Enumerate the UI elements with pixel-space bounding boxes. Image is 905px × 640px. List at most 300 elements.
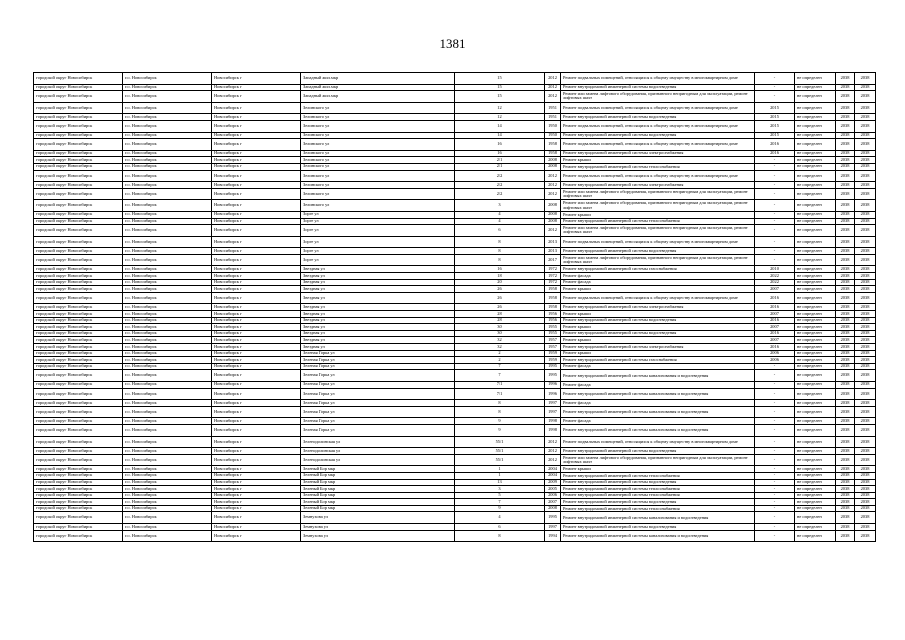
status-cell: не определен xyxy=(795,512,836,524)
planned-year-cell: 2015 xyxy=(755,120,795,132)
street-cell: Зелинского ул xyxy=(301,182,455,189)
period-start-cell: 2038 xyxy=(836,486,855,493)
table-row xyxy=(34,286,876,293)
work-type-cell: Ремонт внутридомовой инженерной системы водоотведения xyxy=(561,317,755,324)
settlement-cell: Новосибирск г xyxy=(212,150,301,157)
house-number-cell: 15 xyxy=(455,73,545,85)
period-start-cell: 2038 xyxy=(836,132,855,139)
work-type-cell: Ремонт крыши xyxy=(561,350,755,357)
settlement-cell: Новосибирск г xyxy=(212,218,301,225)
planned-year-cell: 2015 xyxy=(755,114,795,121)
settlement-cell: Новосибирск г xyxy=(212,505,301,512)
period-start-cell: 2038 xyxy=(836,218,855,225)
house-number-cell: 1 xyxy=(455,466,545,473)
settlement-cell: Новосибирск г xyxy=(212,486,301,493)
period-end-cell: 2038 xyxy=(855,486,876,493)
work-type-cell: Ремонт фасада xyxy=(561,418,755,425)
table-row xyxy=(34,200,876,212)
work-type-cell: Ремонт внутридомовой инженерной системы электроснабжения xyxy=(561,304,755,311)
street-cell: Зеленая Горка ул xyxy=(301,381,455,388)
district-cell: городской округ Новосибирск xyxy=(34,170,123,182)
planned-year-cell: - xyxy=(755,486,795,493)
city-cell: г.о. Новосибирск xyxy=(123,512,212,524)
status-cell: не определен xyxy=(795,486,836,493)
street-cell: Западный жил.мкр xyxy=(301,73,455,85)
period-start-cell: 2038 xyxy=(836,236,855,248)
status-cell: не определен xyxy=(795,317,836,324)
settlement-cell: Новосибирск г xyxy=(212,524,301,531)
period-start-cell: 2038 xyxy=(836,479,855,486)
period-start-cell: 2038 xyxy=(836,114,855,121)
settlement-cell: Новосибирск г xyxy=(212,330,301,337)
district-cell: городской округ Новосибирск xyxy=(34,273,123,280)
street-cell: Зелинского ул xyxy=(301,157,455,164)
planned-year-cell: - xyxy=(755,424,795,436)
settlement-cell: Новосибирск г xyxy=(212,350,301,357)
table-row xyxy=(34,370,876,382)
period-end-cell: 2038 xyxy=(855,236,876,248)
year-built-cell: 1972 xyxy=(545,266,561,273)
year-built-cell: 2012 xyxy=(545,454,561,466)
period-end-cell: 2038 xyxy=(855,479,876,486)
status-cell: не определен xyxy=(795,132,836,139)
period-start-cell: 2038 xyxy=(836,344,855,351)
status-cell: не определен xyxy=(795,472,836,479)
street-cell: Зелинского ул xyxy=(301,132,455,139)
status-cell: не определен xyxy=(795,479,836,486)
work-type-cell: Ремонт крыши xyxy=(561,311,755,318)
city-cell: г.о. Новосибирск xyxy=(123,120,212,132)
planned-year-cell: 2016 xyxy=(755,330,795,337)
street-cell: Звездная ул xyxy=(301,304,455,311)
planned-year-cell: - xyxy=(755,530,795,542)
status-cell: не определен xyxy=(795,337,836,344)
city-cell: г.о. Новосибирск xyxy=(123,448,212,455)
year-built-cell: 1995 xyxy=(545,512,561,524)
period-start-cell: 2038 xyxy=(836,492,855,499)
house-number-cell: 26 xyxy=(455,286,545,293)
year-built-cell: 2005 xyxy=(545,486,561,493)
year-built-cell: 1958 xyxy=(545,292,561,304)
table-row xyxy=(34,499,876,506)
period-start-cell: 2038 xyxy=(836,400,855,407)
planned-year-cell: - xyxy=(755,91,795,103)
table-row xyxy=(34,472,876,479)
street-cell: Зеленая Горка ул xyxy=(301,424,455,436)
planned-year-cell: - xyxy=(755,479,795,486)
year-built-cell: 2012 xyxy=(545,170,561,182)
period-start-cell: 2038 xyxy=(836,139,855,151)
house-number-cell: 2 xyxy=(455,350,545,357)
status-cell: не определен xyxy=(795,292,836,304)
status-cell: не определен xyxy=(795,248,836,255)
year-built-cell: 2012 xyxy=(545,91,561,103)
house-number-cell: 5 xyxy=(455,492,545,499)
district-cell: городской округ Новосибирск xyxy=(34,218,123,225)
street-cell: Звездная ул xyxy=(301,324,455,331)
settlement-cell: Новосибирск г xyxy=(212,337,301,344)
period-start-cell: 2038 xyxy=(836,211,855,218)
period-start-cell: 2038 xyxy=(836,150,855,157)
house-number-cell: 8 xyxy=(455,254,545,266)
city-cell: г.о. Новосибирск xyxy=(123,170,212,182)
status-cell: не определен xyxy=(795,505,836,512)
settlement-cell: Новосибирск г xyxy=(212,84,301,91)
house-number-cell: 6 xyxy=(455,225,545,237)
year-built-cell: 2008 xyxy=(545,163,561,170)
work-type-cell: Ремонт внутридомовой инженерной системы водоотведения xyxy=(561,84,755,91)
status-cell: не определен xyxy=(795,418,836,425)
table-row xyxy=(34,170,876,182)
status-cell: не определен xyxy=(795,102,836,114)
table-row xyxy=(34,492,876,499)
planned-year-cell: 2007 xyxy=(755,337,795,344)
house-number-cell: 12 xyxy=(455,102,545,114)
status-cell: не определен xyxy=(795,84,836,91)
city-cell: г.о. Новосибирск xyxy=(123,400,212,407)
work-type-cell: Ремонт фасада xyxy=(561,363,755,370)
settlement-cell: Новосибирск г xyxy=(212,102,301,114)
period-start-cell: 2038 xyxy=(836,188,855,200)
city-cell: г.о. Новосибирск xyxy=(123,350,212,357)
year-built-cell: 1956 xyxy=(545,317,561,324)
status-cell: не определен xyxy=(795,499,836,506)
district-cell: городской округ Новосибирск xyxy=(34,139,123,151)
work-type-cell: Ремонт внутридомовой инженерной системы канализования и водоотведения xyxy=(561,406,755,418)
period-end-cell: 2038 xyxy=(855,84,876,91)
house-number-cell: 15 xyxy=(455,91,545,103)
table-row xyxy=(34,279,876,286)
city-cell: г.о. Новосибирск xyxy=(123,182,212,189)
city-cell: г.о. Новосибирск xyxy=(123,211,212,218)
street-cell: Земнухова ул xyxy=(301,512,455,524)
settlement-cell: Новосибирск г xyxy=(212,512,301,524)
district-cell: городской округ Новосибирск xyxy=(34,424,123,436)
street-cell: Зеленый Бор мкр xyxy=(301,466,455,473)
planned-year-cell: - xyxy=(755,499,795,506)
period-end-cell: 2038 xyxy=(855,400,876,407)
settlement-cell: Новосибирск г xyxy=(212,248,301,255)
city-cell: г.о. Новосибирск xyxy=(123,311,212,318)
city-cell: г.о. Новосибирск xyxy=(123,236,212,248)
street-cell: Зелинского ул xyxy=(301,120,455,132)
table-row xyxy=(34,381,876,388)
table-row xyxy=(34,357,876,364)
district-cell: городской округ Новосибирск xyxy=(34,492,123,499)
work-type-cell: Ремонт крыши xyxy=(561,157,755,164)
city-cell: г.о. Новосибирск xyxy=(123,225,212,237)
year-built-cell: 1951 xyxy=(545,114,561,121)
planned-year-cell: 2016 xyxy=(755,317,795,324)
period-start-cell: 2038 xyxy=(836,286,855,293)
street-cell: Звездная ул xyxy=(301,317,455,324)
street-cell: Зеленая Горка ул xyxy=(301,350,455,357)
period-end-cell: 2038 xyxy=(855,448,876,455)
status-cell: не определен xyxy=(795,188,836,200)
period-end-cell: 2038 xyxy=(855,512,876,524)
planned-year-cell: - xyxy=(755,448,795,455)
table-row xyxy=(34,344,876,351)
house-number-cell: 55/1 xyxy=(455,436,545,448)
city-cell: г.о. Новосибирск xyxy=(123,188,212,200)
settlement-cell: Новосибирск г xyxy=(212,530,301,542)
status-cell: не определен xyxy=(795,363,836,370)
city-cell: г.о. Новосибирск xyxy=(123,163,212,170)
street-cell: Зеленый Бор мкр xyxy=(301,505,455,512)
status-cell: не определен xyxy=(795,211,836,218)
status-cell: не определен xyxy=(795,436,836,448)
street-cell: Западный жил.мкр xyxy=(301,91,455,103)
planned-year-cell: - xyxy=(755,436,795,448)
status-cell: не определен xyxy=(795,200,836,212)
table-row xyxy=(34,254,876,266)
status-cell: не определен xyxy=(795,150,836,157)
period-end-cell: 2038 xyxy=(855,102,876,114)
period-start-cell: 2038 xyxy=(836,182,855,189)
status-cell: не определен xyxy=(795,330,836,337)
table-row xyxy=(34,406,876,418)
settlement-cell: Новосибирск г xyxy=(212,436,301,448)
period-start-cell: 2038 xyxy=(836,304,855,311)
street-cell: Западный жил.мкр xyxy=(301,84,455,91)
status-cell: не определен xyxy=(795,524,836,531)
district-cell: городской округ Новосибирск xyxy=(34,486,123,493)
city-cell: г.о. Новосибирск xyxy=(123,472,212,479)
year-built-cell: 2012 xyxy=(545,73,561,85)
house-number-cell: 7 xyxy=(455,363,545,370)
planned-year-cell: - xyxy=(755,182,795,189)
street-cell: Зелинского ул xyxy=(301,150,455,157)
settlement-cell: Новосибирск г xyxy=(212,188,301,200)
page-number: 1381 xyxy=(439,36,466,51)
planned-year-cell: 2022 xyxy=(755,273,795,280)
planned-year-cell: 2010 xyxy=(755,266,795,273)
period-start-cell: 2038 xyxy=(836,530,855,542)
status-cell: не определен xyxy=(795,304,836,311)
house-number-cell: 3 xyxy=(455,200,545,212)
table-row xyxy=(34,388,876,400)
year-built-cell: 1959 xyxy=(545,357,561,364)
street-cell: Зеленая Горка ул xyxy=(301,406,455,418)
city-cell: г.о. Новосибирск xyxy=(123,424,212,436)
street-cell: Зелинского ул xyxy=(301,188,455,200)
period-end-cell: 2038 xyxy=(855,406,876,418)
period-start-cell: 2038 xyxy=(836,225,855,237)
repair-schedule-table-wrapper xyxy=(33,72,875,542)
period-end-cell: 2038 xyxy=(855,337,876,344)
period-end-cell: 2038 xyxy=(855,225,876,237)
settlement-cell: Новосибирск г xyxy=(212,381,301,388)
district-cell: городской округ Новосибирск xyxy=(34,530,123,542)
table-row xyxy=(34,188,876,200)
street-cell: Звездная ул xyxy=(301,266,455,273)
street-cell: Звездная ул xyxy=(301,273,455,280)
period-end-cell: 2038 xyxy=(855,254,876,266)
city-cell: г.о. Новосибирск xyxy=(123,505,212,512)
table-row xyxy=(34,466,876,473)
table-body xyxy=(34,73,876,542)
house-number-cell: 2/2 xyxy=(455,188,545,200)
work-type-cell: Ремонт или замена лифтового оборудования, признанного непригодным для эксплуатации, ремонт лифтовых шахт xyxy=(561,454,755,466)
status-cell: не определен xyxy=(795,120,836,132)
city-cell: г.о. Новосибирск xyxy=(123,486,212,493)
city-cell: г.о. Новосибирск xyxy=(123,139,212,151)
planned-year-cell: - xyxy=(755,400,795,407)
period-end-cell: 2038 xyxy=(855,170,876,182)
period-end-cell: 2038 xyxy=(855,418,876,425)
status-cell: не определен xyxy=(795,91,836,103)
planned-year-cell: - xyxy=(755,254,795,266)
district-cell: городской округ Новосибирск xyxy=(34,324,123,331)
status-cell: не определен xyxy=(795,279,836,286)
work-type-cell: Ремонт внутридомовой инженерной системы водоотведения xyxy=(561,114,755,121)
district-cell: городской округ Новосибирск xyxy=(34,157,123,164)
planned-year-cell: - xyxy=(755,505,795,512)
period-end-cell: 2038 xyxy=(855,324,876,331)
period-start-cell: 2038 xyxy=(836,448,855,455)
house-number-cell: 7 xyxy=(455,370,545,382)
status-cell: не определен xyxy=(795,530,836,542)
settlement-cell: Новосибирск г xyxy=(212,182,301,189)
house-number-cell: 8 xyxy=(455,236,545,248)
work-type-cell: Ремонт внутридомовой инженерной системы водоотведения xyxy=(561,499,755,506)
house-number-cell: 14 xyxy=(455,120,545,132)
city-cell: г.о. Новосибирск xyxy=(123,102,212,114)
house-number-cell: 28 xyxy=(455,317,545,324)
district-cell: городской округ Новосибирск xyxy=(34,84,123,91)
house-number-cell: 16 xyxy=(455,150,545,157)
district-cell: городской округ Новосибирск xyxy=(34,388,123,400)
district-cell: городской округ Новосибирск xyxy=(34,188,123,200)
year-built-cell: 1956 xyxy=(545,311,561,318)
city-cell: г.о. Новосибирск xyxy=(123,337,212,344)
planned-year-cell: - xyxy=(755,170,795,182)
period-start-cell: 2038 xyxy=(836,157,855,164)
street-cell: Зорге ул xyxy=(301,254,455,266)
work-type-cell: Ремонт подвальных помещений, относящихся к общему имуществу в многоквартирном доме xyxy=(561,73,755,85)
house-number-cell: 6 xyxy=(455,524,545,531)
work-type-cell: Ремонт крыши xyxy=(561,286,755,293)
work-type-cell: Ремонт внутридомовой инженерной системы водоотведения xyxy=(561,248,755,255)
city-cell: г.о. Новосибирск xyxy=(123,114,212,121)
period-end-cell: 2038 xyxy=(855,91,876,103)
period-start-cell: 2038 xyxy=(836,292,855,304)
period-start-cell: 2038 xyxy=(836,273,855,280)
planned-year-cell: - xyxy=(755,84,795,91)
settlement-cell: Новосибирск г xyxy=(212,324,301,331)
planned-year-cell: - xyxy=(755,512,795,524)
planned-year-cell: 2022 xyxy=(755,279,795,286)
period-end-cell: 2038 xyxy=(855,273,876,280)
year-built-cell: 1998 xyxy=(545,424,561,436)
year-built-cell: 2008 xyxy=(545,505,561,512)
settlement-cell: Новосибирск г xyxy=(212,499,301,506)
house-number-cell: 30 xyxy=(455,330,545,337)
year-built-cell: 2009 xyxy=(545,479,561,486)
work-type-cell: Ремонт внутридомовой инженерной системы теплоснабжения xyxy=(561,163,755,170)
period-start-cell: 2038 xyxy=(836,466,855,473)
street-cell: Земнухова ул xyxy=(301,530,455,542)
work-type-cell: Ремонт или замена лифтового оборудования, признанного непригодным для эксплуатации, ремонт лифтовых шахт xyxy=(561,188,755,200)
district-cell: городской округ Новосибирск xyxy=(34,114,123,121)
year-built-cell: 1958 xyxy=(545,304,561,311)
period-end-cell: 2038 xyxy=(855,499,876,506)
street-cell: Зеленодолинская ул xyxy=(301,436,455,448)
district-cell: городской округ Новосибирск xyxy=(34,132,123,139)
planned-year-cell: 2015 xyxy=(755,132,795,139)
house-number-cell: 2/2 xyxy=(455,170,545,182)
street-cell: Зорге ул xyxy=(301,225,455,237)
period-start-cell: 2038 xyxy=(836,163,855,170)
city-cell: г.о. Новосибирск xyxy=(123,344,212,351)
district-cell: городской округ Новосибирск xyxy=(34,266,123,273)
district-cell: городской округ Новосибирск xyxy=(34,211,123,218)
city-cell: г.о. Новосибирск xyxy=(123,91,212,103)
street-cell: Зелинского ул xyxy=(301,102,455,114)
settlement-cell: Новосибирск г xyxy=(212,304,301,311)
district-cell: городской округ Новосибирск xyxy=(34,248,123,255)
year-built-cell: 1972 xyxy=(545,273,561,280)
street-cell: Зеленый Бор мкр xyxy=(301,499,455,506)
year-built-cell: 1972 xyxy=(545,279,561,286)
period-start-cell: 2038 xyxy=(836,120,855,132)
street-cell: Звездная ул xyxy=(301,311,455,318)
settlement-cell: Новосибирск г xyxy=(212,388,301,400)
status-cell: не определен xyxy=(795,400,836,407)
status-cell: не определен xyxy=(795,157,836,164)
district-cell: городской округ Новосибирск xyxy=(34,499,123,506)
street-cell: Зорге ул xyxy=(301,211,455,218)
settlement-cell: Новосибирск г xyxy=(212,454,301,466)
district-cell: городской округ Новосибирск xyxy=(34,200,123,212)
work-type-cell: Ремонт внутридомовой инженерной системы канализования и водоотведения xyxy=(561,424,755,436)
work-type-cell: Ремонт или замена лифтового оборудования, признанного непригодным для эксплуатации, ремонт лифтовых шахт xyxy=(561,91,755,103)
period-start-cell: 2038 xyxy=(836,436,855,448)
district-cell: городской округ Новосибирск xyxy=(34,317,123,324)
settlement-cell: Новосибирск г xyxy=(212,225,301,237)
table-row xyxy=(34,91,876,103)
work-type-cell: Ремонт фасада xyxy=(561,381,755,388)
house-number-cell: 20 xyxy=(455,279,545,286)
status-cell: не определен xyxy=(795,370,836,382)
year-built-cell: 1950 xyxy=(545,120,561,132)
street-cell: Зелинского ул xyxy=(301,114,455,121)
house-number-cell: 4 xyxy=(455,211,545,218)
period-start-cell: 2038 xyxy=(836,350,855,357)
district-cell: городской округ Новосибирск xyxy=(34,286,123,293)
planned-year-cell: - xyxy=(755,236,795,248)
planned-year-cell: 2007 xyxy=(755,311,795,318)
planned-year-cell: - xyxy=(755,492,795,499)
city-cell: г.о. Новосибирск xyxy=(123,132,212,139)
district-cell: городской округ Новосибирск xyxy=(34,472,123,479)
work-type-cell: Ремонт подвальных помещений, относящихся к общему имуществу в многоквартирном доме xyxy=(561,170,755,182)
work-type-cell: Ремонт подвальных помещений, относящихся к общему имуществу в многоквартирном доме xyxy=(561,436,755,448)
work-type-cell: Ремонт внутридомовой инженерной системы электроснабжения xyxy=(561,150,755,157)
settlement-cell: Новосибирск г xyxy=(212,406,301,418)
settlement-cell: Новосибирск г xyxy=(212,273,301,280)
period-end-cell: 2038 xyxy=(855,182,876,189)
street-cell: Зеленая Горка ул xyxy=(301,418,455,425)
street-cell: Зеленый Бор мкр xyxy=(301,472,455,479)
settlement-cell: Новосибирск г xyxy=(212,163,301,170)
city-cell: г.о. Новосибирск xyxy=(123,286,212,293)
street-cell: Зеленый Бор мкр xyxy=(301,479,455,486)
table-row xyxy=(34,530,876,542)
period-start-cell: 2038 xyxy=(836,381,855,388)
table-row xyxy=(34,448,876,455)
period-end-cell: 2038 xyxy=(855,120,876,132)
